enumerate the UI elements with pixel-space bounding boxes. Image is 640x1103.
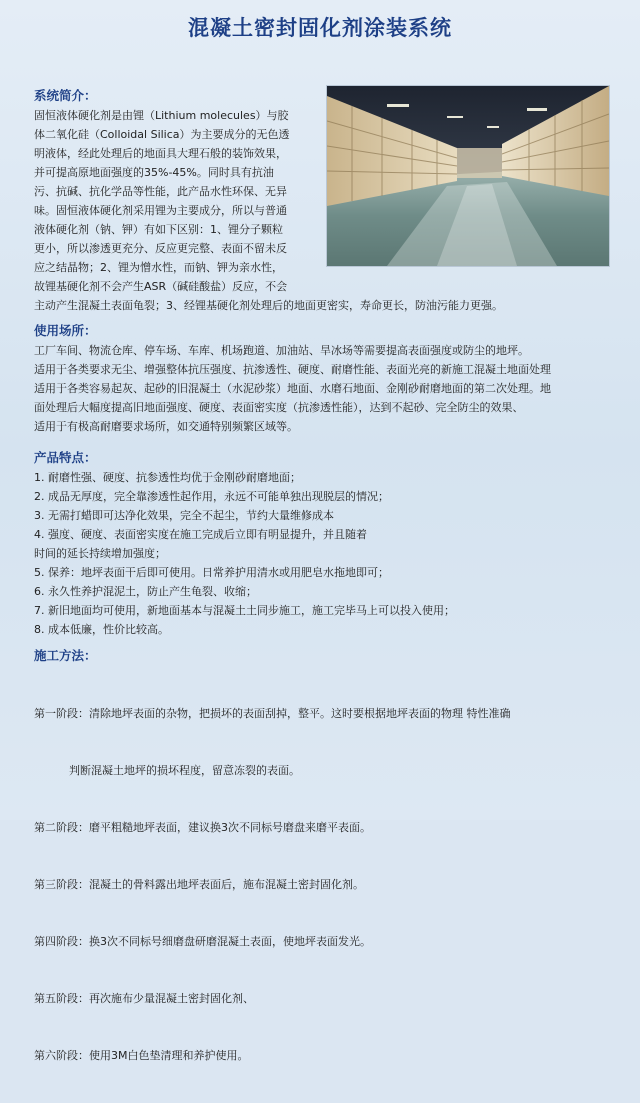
intro-line: 并可提高原地面强度的35%-45%。同时具有抗油 bbox=[34, 166, 274, 179]
features-heading: 产品特点： bbox=[34, 450, 97, 465]
method-step: 第二阶段：磨平粗糙地坪表面，建议换3次不同标号磨盘来磨平表面。 bbox=[34, 821, 371, 834]
warehouse-photo bbox=[326, 85, 610, 267]
method-text bbox=[34, 666, 511, 1103]
intro-line: 味。固恒液体硬化剂采用锂为主要成分，所以与普通 bbox=[34, 204, 287, 217]
method-step: 第六阶段：使用3M白色垫清理和养护使用。 bbox=[34, 1049, 249, 1062]
feature-item: 6. 永久性养护混泥土，防止产生龟裂、收缩； bbox=[34, 585, 257, 598]
usage-heading: 使用场所： bbox=[34, 323, 97, 338]
intro-line: 主动产生混凝土表面龟裂；3、经锂基硬化剂处理后的地面更密实，寿命更长，防油污能力更强。 bbox=[34, 299, 503, 312]
feature-item: 8. 成本低廉，性价比较高。 bbox=[34, 623, 169, 636]
usage-text bbox=[34, 341, 551, 436]
intro-line: 更小，所以渗透更充分、反应更完整、表面不留未反 bbox=[34, 242, 287, 255]
method-step: 第三阶段：混凝土的骨料露出地坪表面后，施布混凝土密封固化剂。 bbox=[34, 878, 364, 891]
page-title: 混凝土密封固化剂涂装系统 bbox=[188, 16, 452, 40]
usage-line: 面处理后大幅度提高旧地面强度、硬度、表面密实度（抗渗透性能），达到不起砂、完全防尘的效果、 bbox=[34, 401, 524, 414]
feature-item: 3. 无需打蜡即可达净化效果，完全不起尘，节约大量维修成本 bbox=[34, 509, 334, 522]
method-step: 判断混凝土地坪的损坏程度，留意冻裂的表面。 bbox=[34, 764, 300, 777]
feature-item: 7. 新旧地面均可使用，新地面基本与混凝土土同步施工，施工完毕马上可以投入使用； bbox=[34, 604, 455, 617]
method-step: 第一阶段：清除地坪表面的杂物，把损坏的表面刮掉，整平。这时要根据地坪表面的物理 特性准确 bbox=[34, 707, 511, 720]
feature-item: 2. 成品无厚度，完全靠渗透性起作用，永远不可能单独出现脱层的情况； bbox=[34, 490, 389, 503]
intro-line: 固恒液体硬化剂是由锂（Lithium molecules）与胶 bbox=[34, 109, 289, 122]
intro-line: 液体硬化剂（钠、钾）有如下区别：1、锂分子颗粒 bbox=[34, 223, 283, 236]
feature-item: 4. 强度、硬度、表面密实度在施工完成后立即有明显提升，并且随着 bbox=[34, 528, 367, 541]
feature-item: 5. 保养：地坪表面干后即可使用。日常养护用清水或用肥皂水拖地即可； bbox=[34, 566, 389, 579]
usage-line: 适用于各类要求无尘、增强整体抗压强度、抗渗透性、硬度、耐磨性能、表面光亮的新施工混凝土地面处理 bbox=[34, 363, 551, 376]
feature-item: 1. 耐磨性强、硬度、抗参透性均优于金刚砂耐磨地面； bbox=[34, 471, 301, 484]
method-heading: 施工方法： bbox=[34, 648, 97, 663]
intro-line: 明液体，经此处理后的地面具大理石般的装饰效果， bbox=[34, 147, 287, 160]
intro-line: 体二氧化硅（Colloidal Silica）为主要成分的无色透 bbox=[34, 128, 290, 141]
intro-line: 应之结晶物；2、锂为憎水性，而钠、钾为亲水性， bbox=[34, 261, 283, 274]
usage-line: 适用于各类容易起灰、起砂的旧混凝土（水泥砂浆）地面、水磨石地面、金刚砂耐磨地面的第二次处理。地 bbox=[34, 382, 551, 395]
intro-heading: 系统简介： bbox=[34, 88, 97, 103]
usage-line: 适用于有极高耐磨要求场所，如交通特别频繁区域等。 bbox=[34, 420, 298, 433]
usage-line: 工厂车间、物流仓库、停车场、车库、机场跑道、加油站、旱冰场等需要提高表面强度或防尘的地坪。 bbox=[34, 344, 529, 357]
method-step: 第四阶段：换3次不同标号细磨盘研磨混凝土表面，使地坪表面发光。 bbox=[34, 935, 371, 948]
features-text bbox=[34, 468, 455, 639]
method-step: 第五阶段：再次施布少量混凝土密封固化剂、 bbox=[34, 992, 254, 1005]
feature-item: 时间的延长持续增加强度； bbox=[34, 547, 166, 560]
warehouse-photo-icon bbox=[327, 86, 609, 266]
intro-line: 污、抗碱、抗化学品等性能，此产品水性环保、无异 bbox=[34, 185, 287, 198]
intro-line: 故锂基硬化剂不会产生ASR（碱硅酸盐）反应，不会 bbox=[34, 280, 288, 293]
